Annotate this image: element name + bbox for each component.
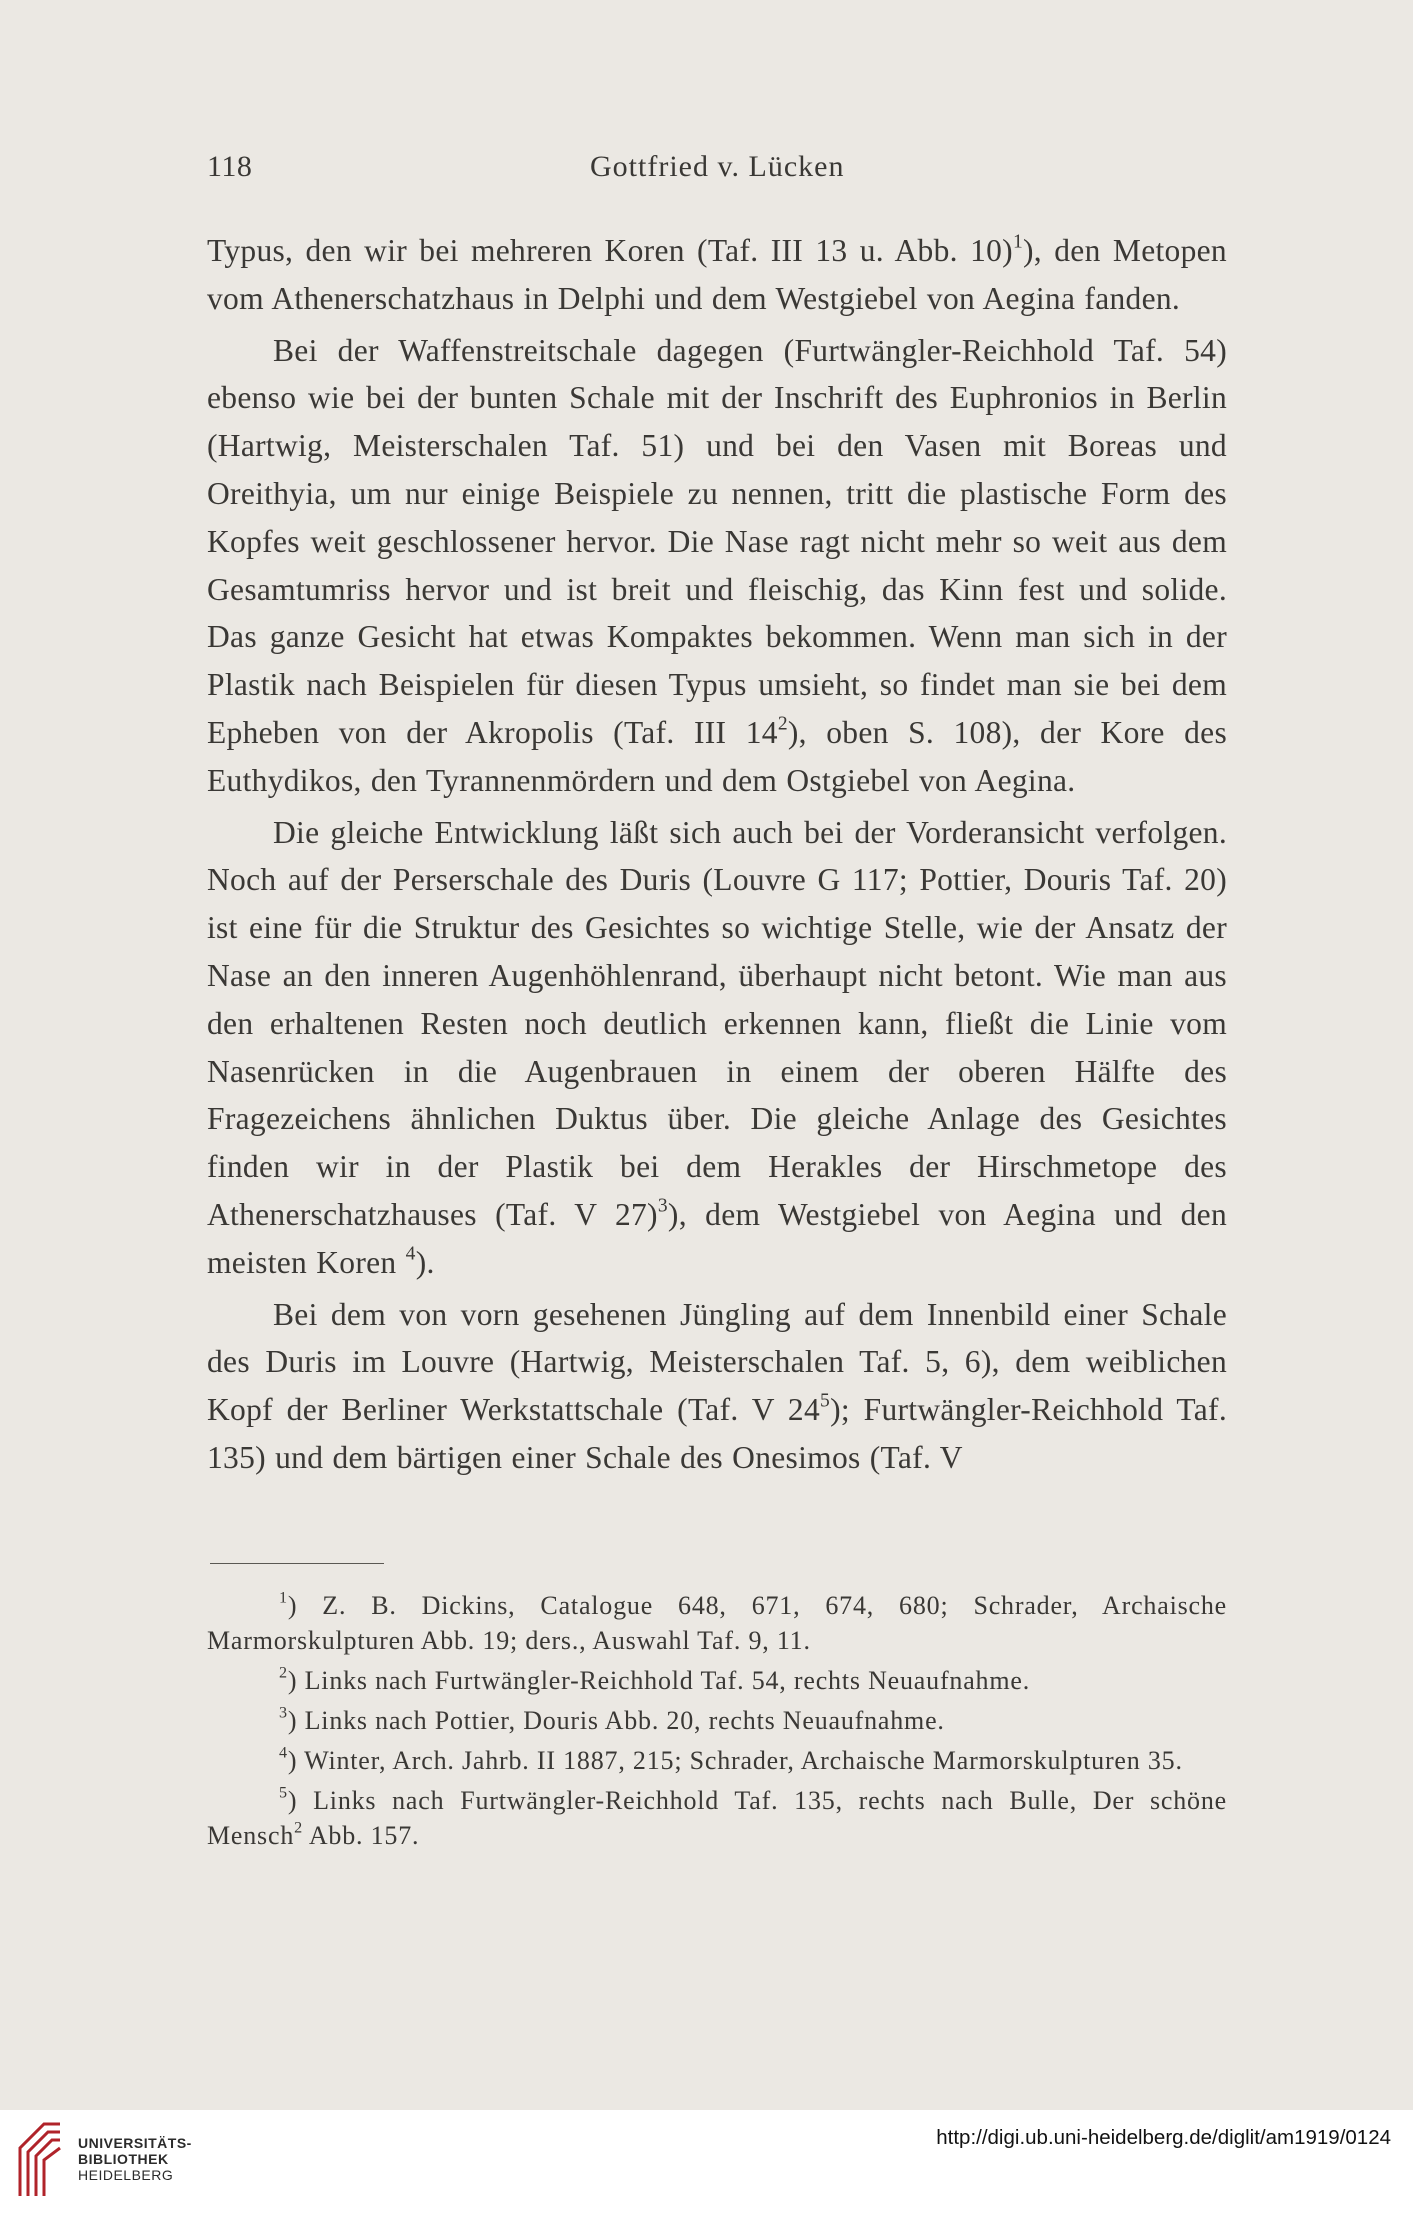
page-number: 118 xyxy=(207,150,253,183)
footnote-ref: 5 xyxy=(820,1390,831,1412)
source-url-link[interactable]: http://digi.ub.uni-heidelberg.de/diglit/am1919/0124 xyxy=(936,2126,1391,2149)
footnote-divider xyxy=(210,1563,384,1564)
footnote-ref: 1 xyxy=(1012,231,1024,253)
page-header xyxy=(207,150,1227,190)
footnote-5: $^5$) Links nach Furtwängler-Reichhold Taf. 135, rechts nach Bulle, Der schöne Mensch$^2$ Abb. 157. xyxy=(207,1784,1227,1850)
paragraph-2: Bei der Waffenstreitschale dagegen (Furtwängler-Reichhold Taf. 54) ebenso wie bei der bunten Schale mit der Inschrift des Euphronios in Berlin (Hartwig, Meisterschalen Taf. 51) und bei den Vasen mit Boreas und Oreithyia, um nur einige Beispiele zu nennen, tritt die plastische Form des Kopfes weit geschlossener hervor. Die Nase ragt nicht mehr so weit aus dem Gesamtumriss hervor und ist breit und fleischig, das Kinn fest und solide. Das ganze Gesicht hat etwas Kompaktes bekommen. Wenn man sich in der Plastik nach Beispielen für diesen Typus umsieht, so findet man sie bei dem Epheben von der Akropolis (Taf. III $14^2$), oben S. 108), der Kore des Euthydikos, den Tyrannenmördern und dem Ostgiebel von Aegina. xyxy=(207,332,1228,798)
body-text xyxy=(207,227,1227,1482)
footnote-1: $^1$) Z. B. Dickins, Catalogue 648, 671, 674, 680; Schrader, Archaische Marmorskulpturen Abb. 19; ders., Auswahl Taf. 9, 11. xyxy=(207,1589,1227,1655)
footnote-3: $^3$) Links nach Pottier, Douris Abb. 20, rechts Neuaufnahme. xyxy=(279,1704,945,1735)
footnote-ref: 4 xyxy=(405,1243,416,1265)
footnote-ref: 2 xyxy=(777,713,788,735)
paragraph-4: Bei dem von vorn gesehenen Jüngling auf dem Innenbild einer Schale des Duris im Louvre (Hartwig, Meisterschalen Taf. 5, 6), dem weiblichen Kopf der Berliner Werkstattschale (Taf. V $24^5$); Furtwängler-Reichhold Taf. 135) und dem bärtigen einer Schale des Onesimos (Taf. V xyxy=(207,1296,1227,1475)
library-name: UNIVERSITÄTS- BIBLIOTHEK HEIDELBERG xyxy=(78,2135,192,2183)
footnotes xyxy=(207,1588,1227,1853)
library-logo-icon xyxy=(14,2118,66,2202)
footnote-4: $^4$) Winter, Arch. Jahrb. II 1887, 215; Schrader, Archaische Marmorskulpturen 35. xyxy=(279,1744,1183,1775)
footnote-ref: 3 xyxy=(657,1195,668,1217)
running-head: Gottfried v. Lücken xyxy=(590,150,845,183)
paragraph-3: Die gleiche Entwicklung läßt sich auch bei der Vorderansicht verfolgen. Noch auf der Perserschale des Duris (Louvre G 117; Pottier, Douris Taf. 20) ist eine für die Struktur des Gesichtes so wichtige Stelle, wie der Ansatz der Nase an den inneren Augenhöhlenrand, überhaupt nicht betont. Wie man aus den erhaltenen Resten noch deutlich erkennen kann, fließt die Linie vom Nasenrücken in die Augenbrauen in einem der oberen Hälfte des Fragezeichens ähnlichen Duktus über. Die gleiche Anlage des Gesichtes finden wir in der Plastik bei dem Herakles der Hirschmetope des Athenerschatzhauses (Taf. V 27)$^3$), dem Westgiebel von Aegina und den meisten Koren $^4$). xyxy=(207,814,1227,1280)
footnote-2: $^2$) Links nach Furtwängler-Reichhold Taf. 54, rechts Neuaufnahme. xyxy=(279,1664,1031,1695)
paragraph-1: Typus, den wir bei mehreren Koren (Taf. III 13 u. Abb. 10)$^1$), den Metopen vom Athenerschatzhaus in Delphi und dem Westgiebel von Aegina fanden. xyxy=(207,231,1227,316)
